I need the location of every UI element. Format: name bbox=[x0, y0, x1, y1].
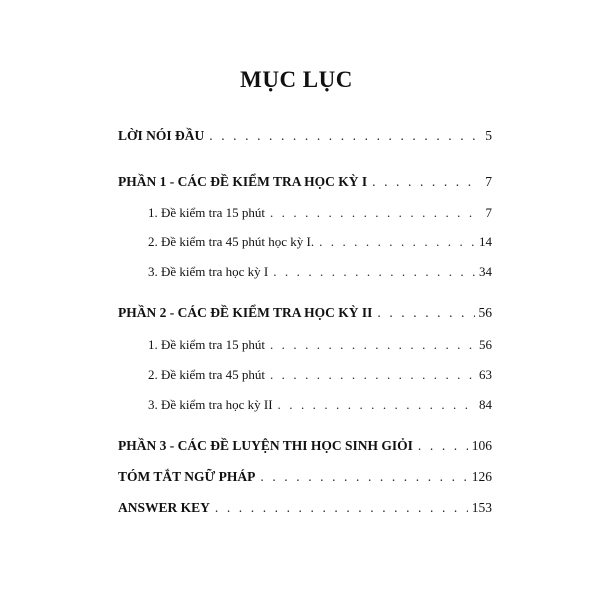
toc-entry-label: PHẦN 3 - CÁC ĐỀ LUYỆN THI HỌC SINH GIỎI bbox=[118, 438, 413, 453]
toc-page-number: 106 bbox=[471, 438, 492, 453]
toc-entry-label: 1. Đề kiểm tra 15 phút bbox=[148, 205, 265, 220]
toc-entry-label: 3. Đề kiểm tra học kỳ II bbox=[148, 397, 273, 412]
toc-entry-label: ANSWER KEY bbox=[118, 500, 210, 515]
toc-entry-answer-key[interactable] bbox=[118, 500, 492, 520]
dot-leader bbox=[377, 305, 474, 321]
toc-entry-label: TÓM TẮT NGỮ PHÁP bbox=[118, 469, 256, 484]
toc-page-number: 56 bbox=[478, 305, 492, 320]
toc-entry-label: LỜI NÓI ĐẦU bbox=[118, 128, 205, 143]
toc-entry-tom-tat-ngu-phap[interactable] bbox=[118, 469, 492, 489]
toc-entry-label: 2. Đề kiểm tra 45 phút học kỳ I. bbox=[148, 234, 315, 249]
toc-page-number: 7 bbox=[485, 205, 492, 220]
toc-subentry-phan2-1[interactable] bbox=[148, 337, 492, 357]
dot-leader bbox=[209, 128, 478, 144]
page-title: MỤC LỤC bbox=[240, 67, 353, 92]
dot-leader bbox=[418, 438, 468, 454]
toc-entry-label: 3. Đề kiểm tra học kỳ I bbox=[148, 264, 269, 279]
toc-page-number: 153 bbox=[471, 500, 492, 515]
dot-leader bbox=[273, 264, 475, 280]
toc-entry-loi-noi-dau[interactable] bbox=[118, 128, 492, 148]
toc-entry-phan-2[interactable] bbox=[118, 305, 492, 325]
toc-entry-label: PHẦN 2 - CÁC ĐỀ KIỂM TRA HỌC KỲ II bbox=[118, 305, 373, 320]
dot-leader bbox=[260, 469, 467, 485]
dot-leader bbox=[270, 205, 478, 221]
toc-page-number: 5 bbox=[485, 128, 492, 143]
dot-leader bbox=[270, 367, 475, 383]
toc-entry-phan-1[interactable] bbox=[118, 174, 492, 194]
toc-page-number: 63 bbox=[479, 367, 492, 382]
toc-entry-phan-3[interactable] bbox=[118, 438, 492, 458]
dot-leader bbox=[372, 174, 478, 190]
dot-leader bbox=[270, 337, 475, 353]
toc-subentry-phan2-3[interactable] bbox=[148, 397, 492, 417]
toc-subentry-phan1-2[interactable] bbox=[148, 234, 492, 254]
dot-leader bbox=[278, 397, 475, 413]
toc-page-number: 126 bbox=[471, 469, 492, 484]
toc-page-number: 7 bbox=[485, 174, 492, 189]
toc-page-number: 56 bbox=[479, 337, 492, 352]
toc-page-number: 14 bbox=[479, 234, 492, 249]
toc-subentry-phan2-2[interactable] bbox=[148, 367, 492, 387]
toc-subentry-phan1-3[interactable] bbox=[148, 264, 492, 284]
toc-entry-label: PHẦN 1 - CÁC ĐỀ KIỂM TRA HỌC KỲ I bbox=[118, 174, 368, 189]
dot-leader bbox=[319, 234, 475, 250]
toc-subentry-phan1-1[interactable] bbox=[148, 205, 492, 225]
toc-entry-label: 1. Đề kiểm tra 15 phút bbox=[148, 337, 265, 352]
toc-entry-label: 2. Đề kiểm tra 45 phút bbox=[148, 367, 265, 382]
toc-page-number: 34 bbox=[479, 264, 492, 279]
dot-leader bbox=[215, 500, 468, 516]
toc-page-number: 84 bbox=[479, 397, 492, 412]
